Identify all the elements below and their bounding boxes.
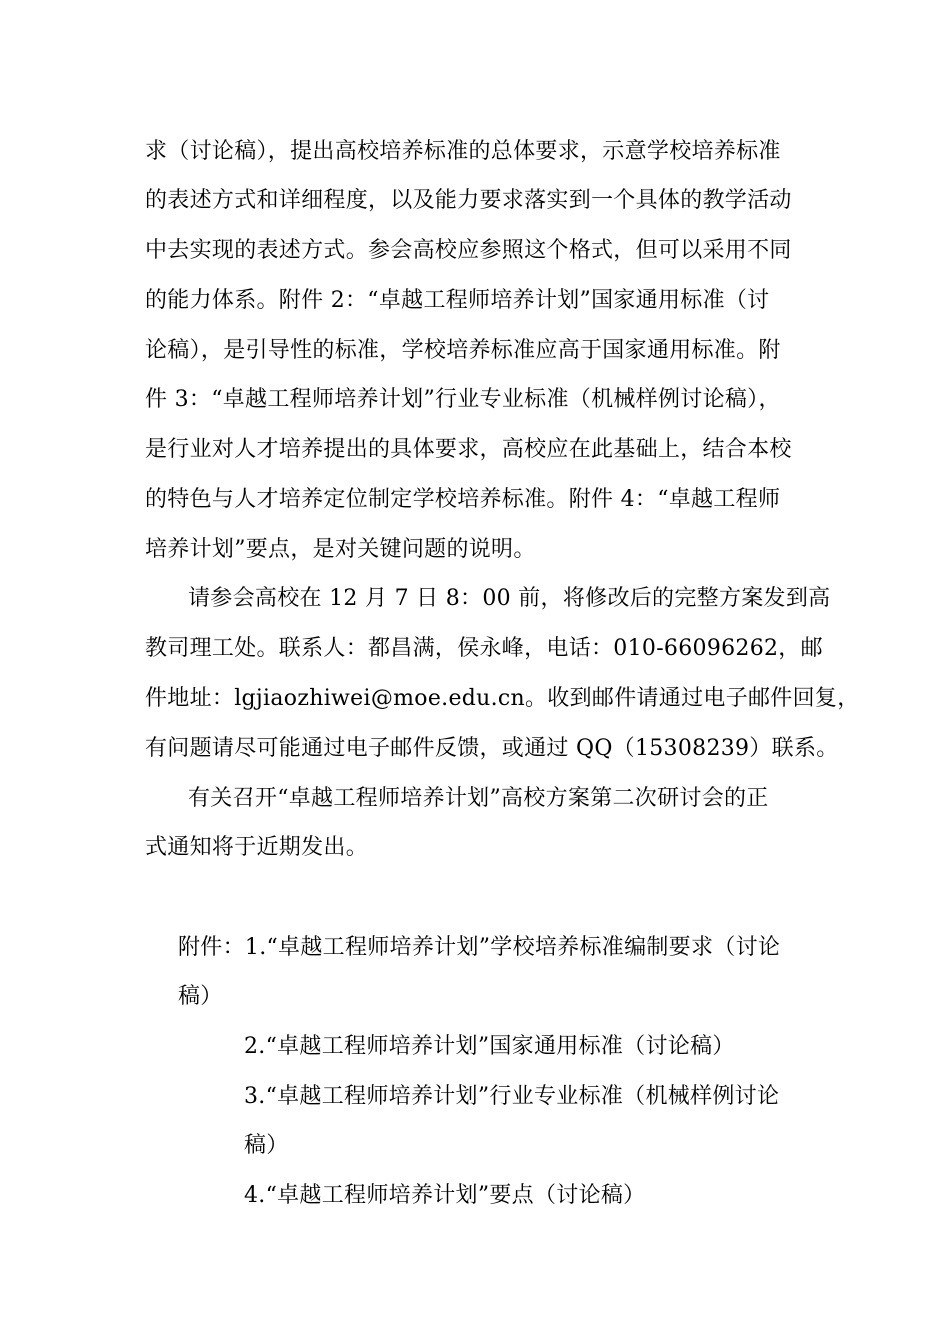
body-line: 的表述方式和详细程度，以及能力要求落实到一个具体的教学活动 (145, 188, 792, 213)
body-line: 论稿），是引导性的标准，学校培养标准应高于国家通用标准。附 (145, 338, 781, 363)
attachment-1: 附件：1.“卓越工程师培养计划”学校培养标准编制要求（讨论 (178, 935, 781, 960)
contact-line: 有问题请尽可能通过电子邮件反馈，或通过 QQ（15308239）联系。 (145, 736, 839, 761)
contact-line: 教司理工处。联系人：都昌满，侯永峰，电话：010-66096262，邮 (145, 636, 823, 661)
attachment-2: 2.“卓越工程师培养计划”国家通用标准（讨论稿） (244, 1034, 735, 1059)
attachment-1-continued: 稿） (178, 984, 223, 1009)
attachment-4: 4.“卓越工程师培养计划”要点（讨论稿） (244, 1183, 646, 1208)
body-line: 是行业对人才培养提出的具体要求，高校应在此基础上，结合本校 (145, 437, 792, 462)
body-line: 的特色与人才培养定位制定学校培养标准。附件 4：“卓越工程师 (145, 487, 781, 512)
body-line: 件 3：“卓越工程师培养计划”行业专业标准（机械样例讨论稿）， (145, 387, 781, 412)
attachment-3-continued: 稿） (244, 1133, 289, 1158)
body-line: 的能力体系。附件 2：“卓越工程师培养计划”国家通用标准（讨 (145, 288, 770, 313)
contact-line: 请参会高校在 12 月 7 日 8：00 前，将修改后的完整方案发到高 (188, 586, 831, 611)
body-line: 中去实现的表述方式。参会高校应参照这个格式，但可以采用不同 (145, 238, 792, 263)
attachment-3: 3.“卓越工程师培养计划”行业专业标准（机械样例讨论 (244, 1084, 780, 1109)
body-line: 求（讨论稿），提出高校培养标准的总体要求，示意学校培养标准 (145, 139, 781, 164)
notice-line: 式通知将于近期发出。 (145, 835, 369, 860)
body-line: 培养计划”要点，是对关键问题的说明。 (145, 537, 536, 562)
contact-line: 件地址：lgjiaozhiwei@moe.edu.cn。收到邮件请通过电子邮件回复， (145, 686, 860, 711)
notice-line: 有关召开“卓越工程师培养计划”高校方案第二次研讨会的正 (188, 786, 769, 811)
